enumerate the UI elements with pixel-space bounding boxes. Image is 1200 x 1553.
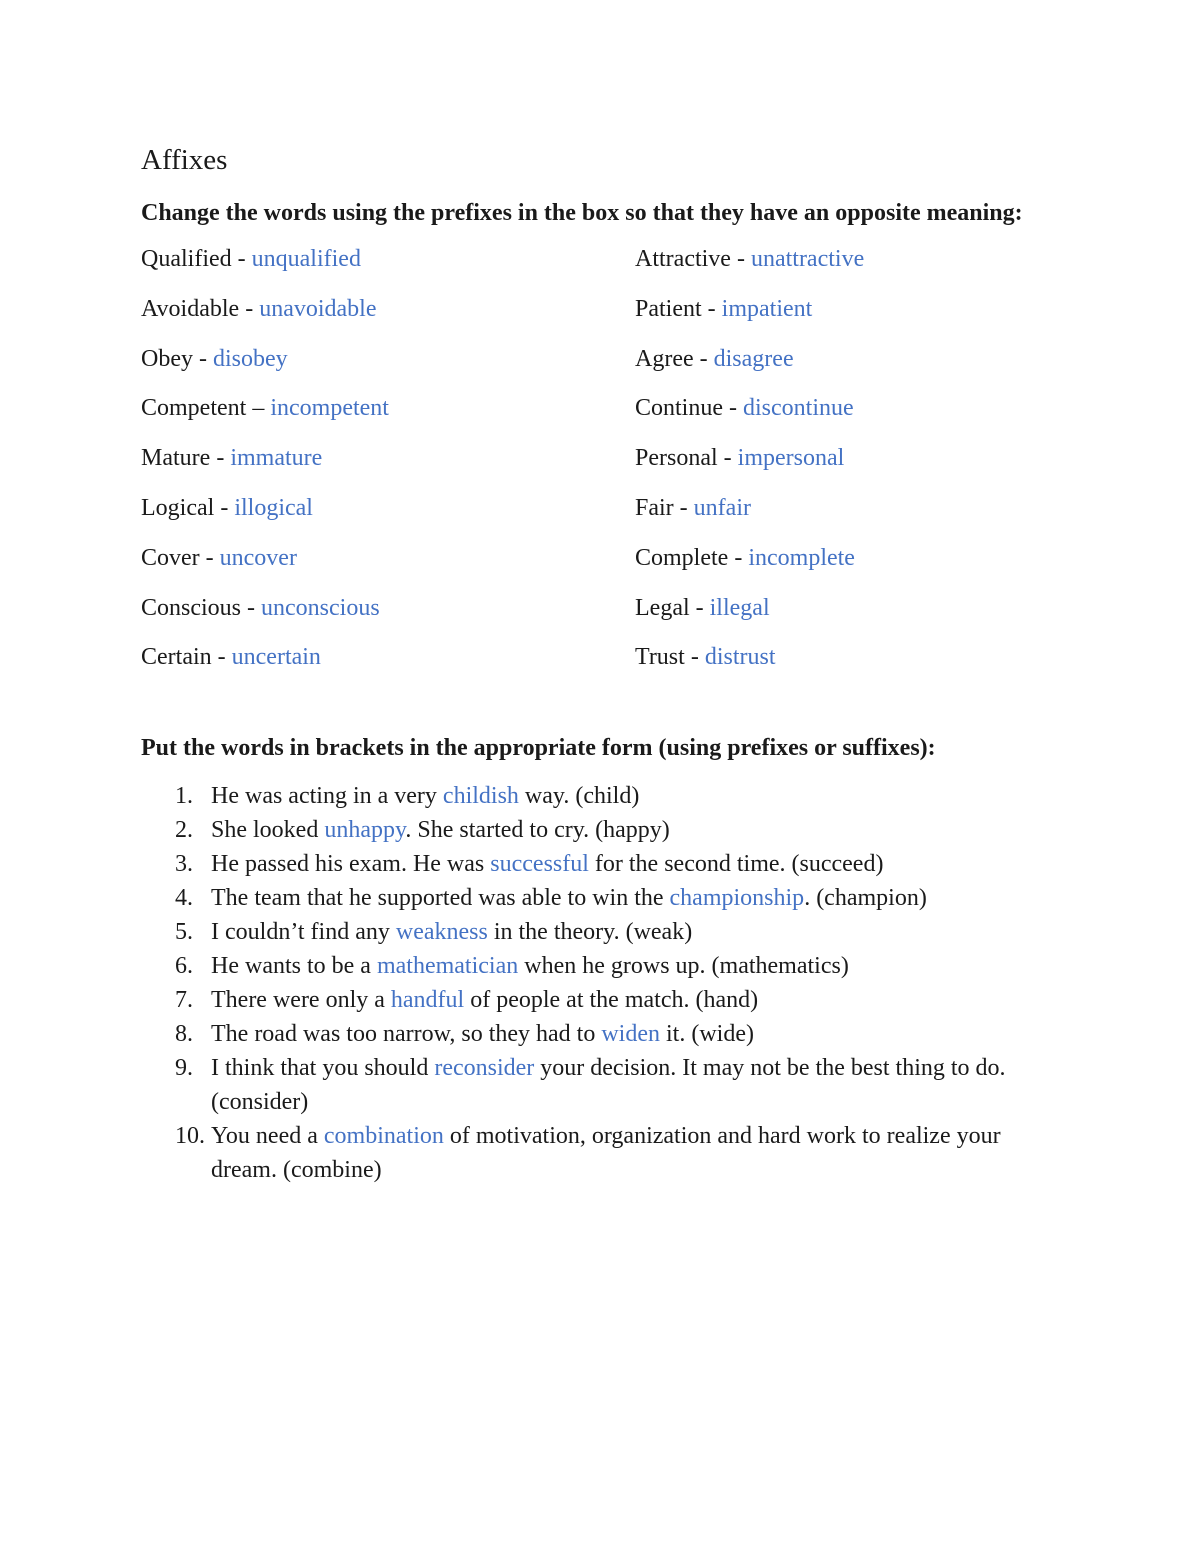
word-pairs-left-column (141, 244, 389, 692)
base-word: Fair (635, 494, 674, 521)
separator: - (701, 295, 722, 322)
sentence-list (141, 779, 1071, 1187)
sentence-after: it. (wide) (660, 1021, 754, 1047)
answer-word: championship (669, 885, 805, 911)
item-number: 1. (175, 783, 193, 809)
sentence-before: The team that he supported was able to win the (211, 885, 670, 911)
word-pair (141, 593, 389, 643)
answer-word: unqualified (251, 246, 361, 272)
word-pair (635, 244, 864, 294)
word-pair (141, 543, 389, 593)
answer-word: unfair (693, 494, 751, 521)
answer-word: uncertain (231, 644, 321, 671)
list-item (141, 881, 1071, 915)
base-word: Obey (141, 345, 193, 372)
answer-word: unconscious (261, 594, 380, 621)
list-item (141, 949, 1071, 983)
answer-word: mathematician (376, 953, 519, 979)
word-pairs-right-column (635, 244, 864, 692)
base-word: Continue (635, 395, 723, 422)
base-word: Competent (141, 395, 247, 422)
item-number: 7. (175, 987, 193, 1013)
sentence-before: The road was too narrow, so they had to (211, 1021, 602, 1047)
base-word: Cover (141, 544, 200, 571)
separator: - (239, 295, 260, 322)
base-word: Complete (635, 544, 729, 571)
item-number: 6. (175, 953, 193, 979)
answer-word: incompetent (270, 395, 389, 422)
answer-word: immature (230, 445, 323, 472)
separator: - (199, 544, 220, 571)
separator: - (231, 246, 252, 272)
sentence-after: your decision. It may not be the best thing to do. (consider) (211, 1055, 1006, 1115)
word-pair (635, 393, 864, 443)
sentence-after: when he grows up. (mathematics) (518, 953, 849, 979)
word-pair (141, 443, 389, 493)
list-item (141, 983, 1071, 1017)
base-word: Trust (635, 644, 685, 671)
answer-word: uncover (219, 544, 297, 571)
document-page (141, 140, 1071, 1187)
separator: - (717, 445, 738, 472)
base-word: Agree (635, 345, 694, 372)
list-item (141, 1051, 1071, 1119)
item-number: 3. (175, 851, 193, 877)
separator: - (730, 246, 751, 272)
word-pair (635, 593, 864, 643)
page-title: Affixes (141, 144, 228, 176)
sentence-before: He was acting in a very (211, 783, 443, 809)
word-pair (635, 294, 864, 344)
answer-word: combination (323, 1123, 444, 1149)
word-pair (141, 244, 389, 294)
answer-word: impersonal (737, 445, 845, 472)
separator: - (693, 345, 714, 372)
separator: - (728, 544, 749, 571)
base-word: Legal (635, 594, 690, 621)
sentence-after: of motivation, organization and hard work to realize your dream. (combine) (211, 1123, 1001, 1183)
sentence-after: of people at the match. (hand) (464, 987, 759, 1013)
answer-word: discontinue (743, 395, 854, 422)
base-word: Certain (141, 644, 212, 671)
exercise-2-instruction: Put the words in brackets in the appropriate form (using prefixes or suffixes): (141, 735, 936, 761)
list-item (141, 847, 1071, 881)
sentence-after: way. (child) (518, 783, 640, 809)
separator: - (214, 494, 235, 521)
word-pair (141, 493, 389, 543)
base-word: Qualified (141, 246, 232, 272)
word-pair (635, 493, 864, 543)
answer-word: weakness (395, 919, 488, 945)
word-pair (635, 443, 864, 493)
answer-word: impatient (721, 295, 813, 322)
answer-word: childish (442, 783, 519, 809)
sentence-after: . She started to cry. (happy) (405, 817, 670, 843)
item-number: 9. (175, 1055, 193, 1081)
item-number: 5. (175, 919, 193, 945)
separator: - (211, 644, 232, 671)
word-pair (635, 543, 864, 593)
answer-word: widen (601, 1021, 660, 1047)
separator: - (673, 494, 694, 521)
list-item (141, 1119, 1071, 1187)
answer-word: handful (390, 987, 465, 1013)
answer-word: unhappy (324, 817, 406, 843)
item-number: 10. (175, 1123, 205, 1149)
answer-word: disobey (212, 345, 288, 372)
answer-word: illogical (234, 494, 313, 521)
exercise-1-instruction: Change the words using the prefixes in the box so that they have an opposite meaning: (141, 200, 1023, 226)
item-number: 8. (175, 1021, 193, 1047)
answer-word: successful (490, 851, 589, 877)
sentence-after: . (champion) (804, 885, 927, 911)
sentence-before: I think that you should (211, 1055, 435, 1081)
base-word: Personal (635, 445, 718, 472)
separator: - (192, 345, 213, 372)
list-item (141, 915, 1071, 949)
separator: - (241, 594, 262, 621)
sentence-after: in the theory. (weak) (487, 919, 693, 945)
sentence-before: She looked (211, 817, 325, 843)
word-pair (141, 642, 389, 692)
answer-word: distrust (704, 644, 776, 671)
word-pair (635, 344, 864, 394)
separator: - (723, 395, 743, 422)
separator: – (246, 395, 271, 422)
base-word: Avoidable (141, 295, 240, 322)
item-number: 4. (175, 885, 193, 911)
sentence-after: for the second time. (succeed) (588, 851, 884, 877)
base-word: Conscious (141, 594, 242, 621)
base-word: Mature (141, 445, 211, 472)
word-pair (141, 294, 389, 344)
base-word: Attractive (635, 246, 731, 272)
answer-word: unattractive (750, 246, 865, 272)
answer-word: disagree (713, 345, 794, 372)
sentence-before: I couldn’t find any (211, 919, 396, 945)
sentence-before: He passed his exam. He was (211, 851, 491, 877)
answer-word: unavoidable (259, 295, 377, 322)
item-number: 2. (175, 817, 193, 843)
word-pairs (141, 244, 1071, 684)
word-pair (141, 393, 389, 443)
word-pair (141, 344, 389, 394)
list-item (141, 779, 1071, 813)
word-pair (635, 642, 864, 692)
answer-word: reconsider (434, 1055, 535, 1081)
list-item (141, 1017, 1071, 1051)
sentence-before: You need a (211, 1123, 324, 1149)
base-word: Logical (141, 494, 215, 521)
separator: - (684, 644, 705, 671)
answer-word: incomplete (748, 544, 855, 571)
sentence-before: There were only a (211, 987, 391, 1013)
separator: - (210, 445, 231, 472)
list-item (141, 813, 1071, 847)
answer-word: illegal (709, 594, 770, 621)
base-word: Patient (635, 295, 702, 322)
separator: - (689, 594, 710, 621)
sentence-before: He wants to be a (211, 953, 377, 979)
